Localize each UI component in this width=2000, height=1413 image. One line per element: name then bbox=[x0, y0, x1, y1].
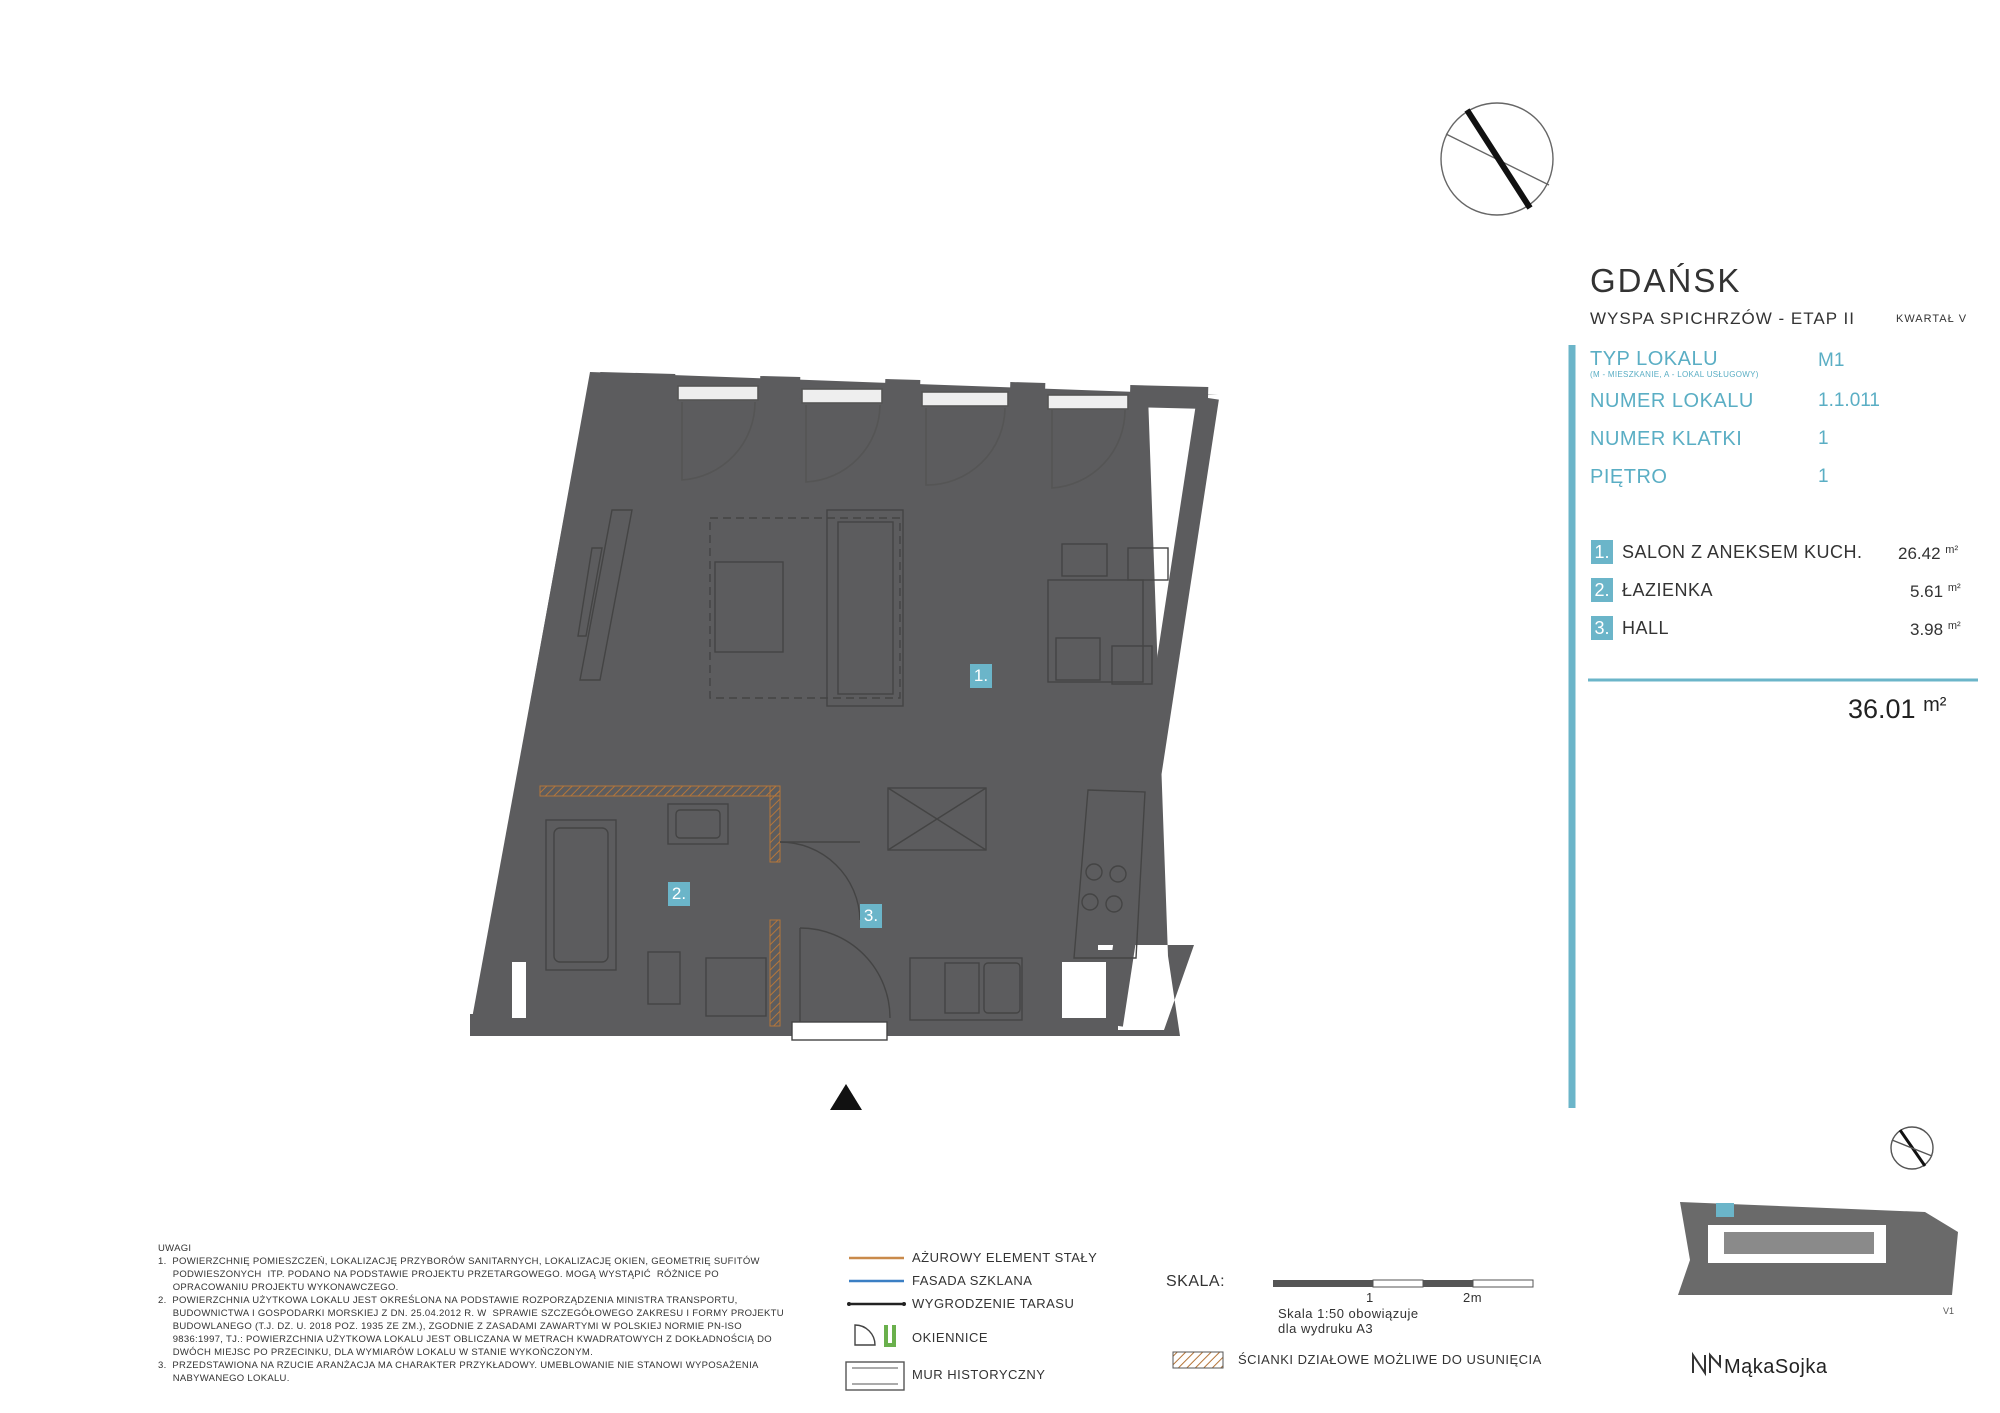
unit-number-label: NUMER LOKALU bbox=[1590, 390, 1754, 412]
notes-block bbox=[158, 1242, 784, 1385]
total-area: 36.01 $^{m^2}$ bbox=[1848, 694, 1947, 724]
unit-type-label: TYP LOKALU bbox=[1590, 348, 1719, 370]
staircase-label: NUMER KLATKI bbox=[1590, 428, 1743, 450]
legend-item: AŻUROWY ELEMENT STAŁY bbox=[912, 1250, 1098, 1265]
room-row-number: 2. bbox=[1591, 578, 1613, 602]
notes-title: UWAGI bbox=[158, 1243, 192, 1254]
scale-note: Skala 1:50 obowiązuje dla wydruku A3 bbox=[1278, 1306, 1419, 1336]
staircase-value: 1 bbox=[1818, 428, 1829, 449]
room-row-name: SALON Z ANEKSEM KUCH. bbox=[1622, 542, 1863, 562]
scale-bar bbox=[1273, 1280, 1533, 1287]
unit-number-value: 1.1.011 bbox=[1818, 390, 1880, 411]
legend-item: OKIENNICE bbox=[912, 1330, 989, 1345]
notes-line: NABYWANEGO LOKALU. bbox=[158, 1373, 290, 1384]
notes-line: BUDOWLANEGO (T.J. DZ. U. 2018 POZ. 1935 ZE ZM.), ZGODNIE Z ZASADAMI ZAWARTYMI W POLSKIEJ NORMIE PN-ISO bbox=[158, 1321, 742, 1332]
room-row-1 bbox=[1591, 540, 1613, 564]
room-label-2: 2. bbox=[668, 882, 690, 906]
room-label-3: 3. bbox=[860, 904, 882, 928]
room-label-1: 1. bbox=[970, 664, 992, 688]
room-row-area: 5.61 $^{m^2}$ bbox=[1910, 582, 1961, 601]
notes-line: OPRACOWANIU PROJEKTU WYKONAWCZEGO. bbox=[158, 1282, 399, 1293]
partition-note: ŚCIANKI DZIAŁOWE MOŻLIWE DO USUNIĘCIA bbox=[1238, 1352, 1542, 1367]
notes-line: 2. POWIERZCHNIA UŻYTKOWA LOKALU JEST OKREŚLONA NA PODSTAWIE ROZPORZĄDZENIA MINISTRA TRANSPORTU, bbox=[158, 1295, 738, 1306]
notes-line: PODWIESZONYCH ITP. PODANO NA PODSTAWIE PROJEKTU PRZETARGOWEGO. MOGĄ WYSTĄPIĆ RÓŻNICE PO bbox=[158, 1269, 719, 1280]
room-row-area: 26.42 $^{m^2}$ bbox=[1898, 544, 1959, 563]
north-arrow-icon bbox=[1441, 103, 1553, 215]
notes-line: 3. PRZEDSTAWIONA NA RZUCIE ARANŻACJA MA CHARAKTER PRZYKŁADOWY. UMEBLOWANIE NIE STANOWI WYPOSAŻENIA bbox=[158, 1360, 759, 1371]
legend-item: FASADA SZKLANA bbox=[912, 1273, 1033, 1288]
scale-tick-1: 1 bbox=[1366, 1290, 1374, 1305]
room-row-area: 3.98 $^{m^2}$ bbox=[1910, 620, 1961, 639]
notes-line: DWÓCH MIEJSC PO PRZECINKU, DLA WYMIARÓW LOKALU W STANIE WYKOŃCZONYM. bbox=[158, 1347, 594, 1358]
room-row-3 bbox=[1591, 616, 1613, 640]
floor-label: PIĘTRO bbox=[1590, 466, 1668, 488]
floor-value: 1 bbox=[1818, 466, 1829, 487]
quarter-label: KWARTAŁ V bbox=[1896, 313, 1968, 325]
keyplan-code: V1 bbox=[1943, 1306, 1955, 1316]
legend-item: WYGRODZENIE TARASU bbox=[912, 1296, 1075, 1311]
scale-tick-2: 2m bbox=[1463, 1290, 1483, 1305]
brand-name: MąkaSojka bbox=[1724, 1356, 1828, 1378]
notes-line: BUDOWNICTWA I GOSPODARKI MORSKIEJ Z DN. 25.04.2012 R. W SPRAWIE SZCZEGÓŁOWEGO ZAKRESU I FORMY PROJEKTU bbox=[158, 1308, 784, 1319]
room-row-number: 1. bbox=[1591, 540, 1613, 564]
key-plan bbox=[1678, 1202, 1958, 1295]
room-row-2 bbox=[1591, 578, 1613, 602]
small-north-arrow-icon bbox=[1891, 1127, 1933, 1169]
room-row-number: 3. bbox=[1591, 616, 1613, 640]
unit-type-value: M1 bbox=[1818, 350, 1845, 371]
scale-label: SKALA: bbox=[1166, 1273, 1226, 1290]
city-title: GDAŃSK bbox=[1590, 262, 1742, 299]
legend-item: MUR HISTORYCZNY bbox=[912, 1367, 1046, 1382]
notes-line: 1. POWIERZCHNIĘ POMIESZCZEŃ, LOKALIZACJĘ PRZYBORÓW SANITARNYCH, LOKALIZACJĘ OKIEN, GEOMETRIĘ SUFITÓW bbox=[158, 1256, 760, 1267]
room-row-name: HALL bbox=[1622, 618, 1670, 638]
entrance-triangle-icon bbox=[830, 1084, 862, 1110]
notes-line: 9836:1997, TJ.: POWIERZCHNIA UŻYTKOWA LOKALU JEST OBLICZANA W METRACH KWADRATOWYCH Z DOKŁADNOŚCIĄ DO bbox=[158, 1334, 772, 1345]
unit-type-sublabel: (M - MIESZKANIE, A - LOKAL USŁUGOWY) bbox=[1590, 370, 1759, 379]
room-row-name: ŁAZIENKA bbox=[1622, 580, 1714, 600]
notes-lines bbox=[158, 1255, 784, 1385]
project-name: WYSPA SPICHRZÓW - ETAP II bbox=[1590, 309, 1855, 328]
brand-logo-mark bbox=[1693, 1355, 1720, 1373]
